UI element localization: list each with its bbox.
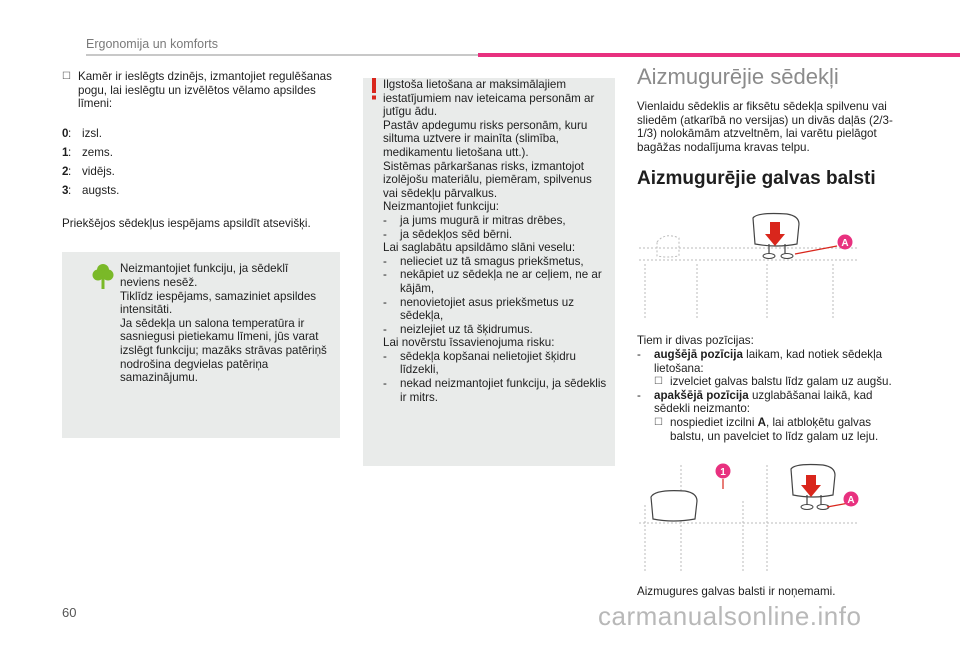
level-row: 0 : izsl.: [62, 127, 102, 141]
list-item: - nekad neizmantojiet funkciju, ja sēdeklis ir mitrs.: [383, 377, 607, 404]
headrest-illustration-upper: [637, 212, 859, 322]
eco-tip-line: Ja sēdekļa un salona temperatūra ir sasniegusi pietiekamu līmeni, jūs varat izslēgt funkciju; mazāks strāvas patēriņš nodrošina degvielas patēriņa samazinājumu.: [120, 316, 327, 385]
position-lower: - apakšējā pozīcija uzglabāšanai laikā, kad sēdekli neizmanto:: [637, 388, 873, 416]
level-key: 0: [62, 127, 69, 141]
level-label: izsl.: [82, 127, 102, 141]
checkbox-bullet-icon: ☐: [654, 416, 663, 428]
header-divider-pink: [478, 53, 960, 57]
list-item: - nenovietojiet asus priekšmetus uz sēdekļa,: [383, 295, 574, 323]
label-1: 1: [720, 467, 726, 479]
column-heating: [62, 70, 340, 438]
eco-tip-line: Tiklīdz iespējams, samaziniet apsildes intensitāti.: [120, 289, 317, 317]
checkbox-bullet-icon: ☐: [654, 376, 663, 388]
list-item: - ja jums mugurā ir mitras drēbes,: [383, 213, 566, 227]
label-a: A: [841, 238, 849, 250]
level-key: 3: [62, 184, 69, 198]
instruction-item: [62, 70, 340, 111]
warning-paragraph: Neizmantojiet funkciju:: [383, 200, 499, 214]
level-row: 1 : zems.: [62, 146, 113, 160]
watermark: carmanualsonline.info: [598, 601, 862, 631]
headrest-diagram: [637, 461, 859, 577]
level-row: 3 : augsts.: [62, 184, 120, 198]
warning-box: [363, 78, 615, 466]
position-upper-step: ☐ izvelciet galvas balstu līdz galam uz augšu.: [654, 375, 892, 389]
section-heading-bold: Aizmugurējie galvas balsti: [637, 168, 876, 190]
level-key: 1: [62, 146, 69, 160]
level-key: 2: [62, 165, 69, 179]
level-row: 2 : vidējs.: [62, 165, 115, 179]
exclamation-icon: [369, 78, 379, 100]
level-label: zems.: [82, 146, 113, 160]
headrest-illustration-lower: [637, 461, 859, 577]
removable-note: Aizmugures galvas balsti ir noņemami.: [637, 585, 836, 599]
heating-instruction: Kamēr ir ieslēgts dzinējs, izmantojiet regulēšanas pogu, lai ieslēgtu un izvēlētos vēlamo apsildes līmeni:: [78, 70, 332, 111]
page-number: 60: [62, 605, 77, 620]
warning-paragraph: Ilgstoša lietošana ar maksimālajiem iestatījumiem nav ieteicama personām ar jutīgu ādu.: [383, 78, 595, 119]
position-upper-label: augšējā pozīcija: [654, 347, 743, 361]
level-label: augsts.: [82, 184, 120, 198]
position-lower-text: uzglabāšanai laikā, kad sēdekli neizmanto:: [654, 388, 873, 416]
positions-intro: Tiem ir divas pozīcijas:: [637, 334, 754, 348]
list-item: - ja sēdekļos sēd bērni.: [383, 227, 513, 241]
position-upper: - augšējā pozīcija laikam, kad notiek sēdekļa lietošana:: [637, 347, 883, 375]
warning-paragraph: Lai saglabātu apsildāmo slāni veselu:: [383, 241, 576, 255]
eco-tip-box: [62, 252, 340, 438]
separate-heating-note: Priekšējos sēdekļus iespējams apsildīt atsevišķi.: [62, 216, 311, 230]
headrest-diagram: [637, 212, 859, 322]
rear-seat-intro: Vienlaidu sēdeklis ar fiksētu sēdekļa spilvenu vai sliedēm (atkarībā no versijas) un divās daļās (2/3-1/3) nolokāmām atzveltnēm, lai varētu pielāgot bagāžas nodalījuma kravas telpu.: [637, 100, 893, 154]
label-a: A: [847, 495, 855, 507]
position-lower-label: apakšējā pozīcija: [654, 388, 749, 402]
checkbox-bullet-icon: ☐: [62, 71, 71, 82]
column-rear-seats: [637, 64, 897, 599]
warning-paragraph: Sistēmas pārkaršanas risks, izmantojot izolējošu materiālu, piemēram, spilvenus vai sēdekļu pārvalkus.: [383, 159, 592, 200]
list-item: - nekāpiet uz sēdekļa ne ar ceļiem, ne ar kājām,: [383, 268, 602, 295]
position-upper-text: laikam, kad notiek sēdekļa lietošana:: [654, 347, 883, 375]
header-title: Ergonomija un komforts: [86, 37, 219, 51]
header-divider-gray: [86, 54, 478, 56]
list-item: - sēdekļa kopšanai nelietojiet šķidru līdzekli,: [383, 349, 576, 377]
warning-paragraph: Lai novērstu īssavienojuma risku:: [383, 336, 555, 350]
eco-tree-icon: [92, 262, 114, 290]
eco-tip-line: Neizmantojiet funkciju, ja sēdeklī neviens nesēž.: [120, 262, 289, 289]
position-lower-step: ☐ nospiediet izcilni A, lai atbloķētu galvas balstu, un pavelciet to līdz galam uz leju.: [654, 415, 879, 443]
heating-level-list: [62, 125, 340, 201]
list-item: - nelieciet uz tā smagus priekšmetus,: [383, 254, 584, 268]
warning-paragraph: Pastāv apdegumu risks personām, kuru siltuma uztvere ir mainīta (slimība, medikamentu lietošana utt.).: [383, 118, 588, 159]
section-heading: Aizmugurējie sēdekļi: [637, 64, 839, 89]
level-label: vidējs.: [82, 165, 115, 179]
list-item: - neizlejiet uz tā šķidrumus.: [383, 322, 533, 336]
